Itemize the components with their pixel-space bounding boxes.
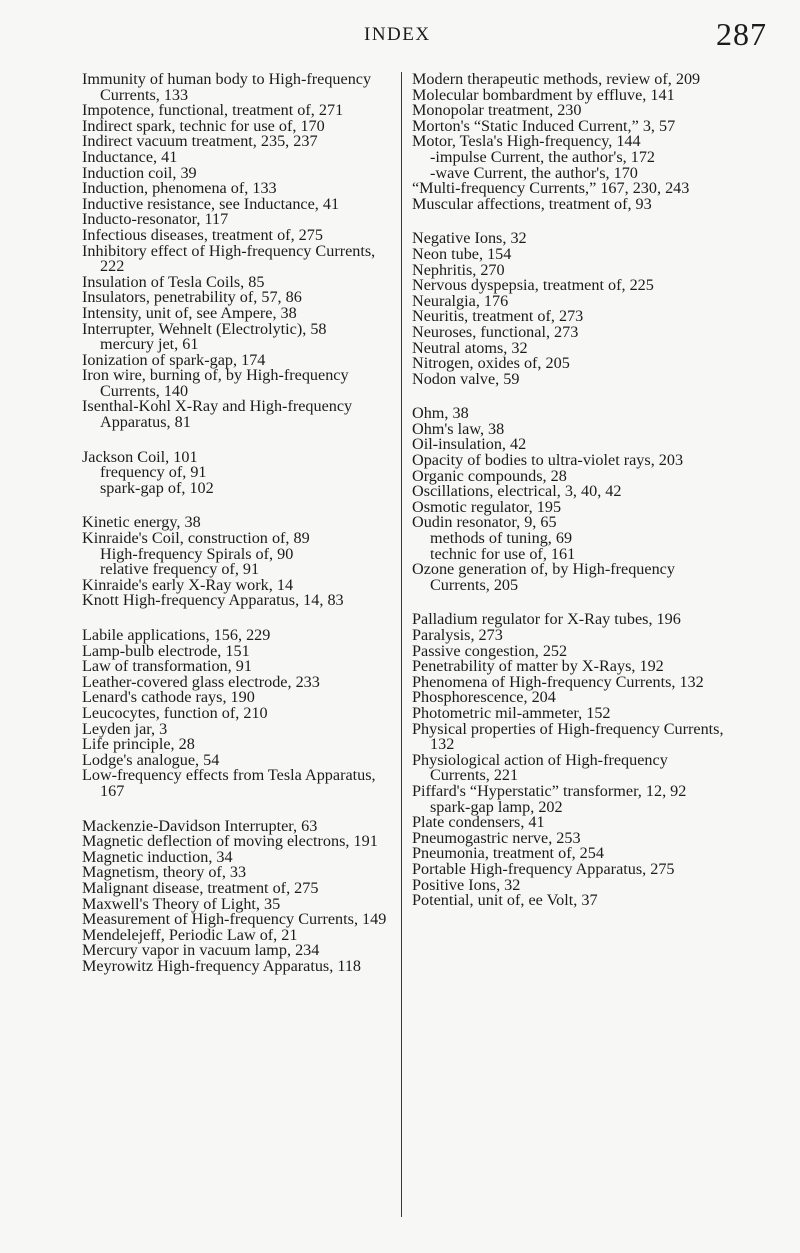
index-entry: Measurement of High-frequency Currents, 149 — [82, 910, 387, 929]
index-entry: Physiological action of High-frequency Currents, 221 — [412, 750, 668, 785]
index-entry: Low-frequency effects from Tesla Apparatus, 167 — [82, 766, 376, 800]
index-entry: Neuralgia, 176 — [412, 291, 509, 310]
index-entry: Law of transformation, 91 — [82, 657, 252, 676]
index-entry: Neutral atoms, 32 — [412, 338, 528, 357]
index-entry: Infectious diseases, treatment of, 275 — [82, 225, 323, 244]
index-entry: Physical properties of High-frequency Currents, 132 — [412, 719, 724, 754]
index-entry: Ohm, 38 — [412, 404, 469, 423]
index-entry: Monopolar treatment, 230 — [412, 101, 582, 120]
index-entry: Ohm's law, 38 — [412, 419, 505, 438]
index-entry: Nephritis, 270 — [412, 260, 505, 279]
index-entry: Magnetic deflection of moving electrons, 191 — [82, 832, 378, 851]
index-entry: Passive congestion, 252 — [412, 641, 568, 660]
index-entry: Indirect spark, technic for use of, 170 — [82, 116, 325, 135]
page-number: 287 — [716, 16, 767, 52]
index-letter-group — [82, 628, 396, 800]
index-letter-group — [412, 231, 726, 387]
index-entry: Maxwell's Theory of Light, 35 — [82, 894, 281, 913]
index-entry: Lamp-bulb electrode, 151 — [82, 641, 250, 660]
column-divider — [401, 72, 402, 1217]
index-entry: Potential, unit of, ee Volt, 37 — [412, 891, 598, 910]
index-entry: Inductance, 41 — [82, 147, 178, 166]
index-subentry: frequency of, 91 — [100, 463, 207, 482]
index-column-left — [82, 72, 396, 974]
index-entry: Palladium regulator for X-Ray tubes, 196 — [412, 610, 681, 629]
index-entry: Neuroses, functional, 273 — [412, 322, 579, 341]
index-entry: Pneumogastric nerve, 253 — [412, 828, 581, 847]
index-entry: Knott High-frequency Apparatus, 14, 83 — [82, 591, 344, 610]
index-column-right — [412, 72, 726, 909]
index-entry: Leather-covered glass electrode, 233 — [82, 672, 320, 691]
index-entry: Photometric mil-ammeter, 152 — [412, 703, 611, 722]
index-entry: Phosphorescence, 204 — [412, 688, 556, 707]
index-entry: Leyden jar, 3 — [82, 719, 168, 738]
index-entry: Inducto-resonator, 117 — [82, 210, 229, 229]
index-subentry: methods of tuning, 69 — [430, 529, 573, 548]
index-subentry: spark-gap lamp, 202 — [430, 797, 563, 816]
index-entry: Kinraide's Coil, construction of, 89 — [82, 529, 310, 548]
index-entry: Mackenzie-Davidson Interrupter, 63 — [82, 816, 318, 835]
index-letter-group — [82, 816, 396, 975]
index-entry: Nodon valve, 59 — [412, 369, 520, 388]
index-letter-group — [82, 515, 396, 609]
index-entry: Neon tube, 154 — [412, 244, 512, 263]
index-letter-group — [412, 406, 726, 593]
index-entry: Lenard's cathode rays, 190 — [82, 688, 255, 707]
index-letter-group — [82, 72, 396, 431]
index-entry: Motor, Tesla's High-frequency, 144 — [412, 132, 641, 151]
index-entry: Kinetic energy, 38 — [82, 513, 201, 532]
index-entry: Piffard's “Hyperstatic” transformer, 12, 92 — [412, 781, 687, 800]
index-entry: Negative Ions, 32 — [412, 229, 527, 248]
index-entry: Nitrogen, oxides of, 205 — [412, 354, 570, 373]
index-entry: Ozone generation of, by High-frequency Currents, 205 — [412, 560, 675, 594]
index-entry: Insulators, penetrability of, 57, 86 — [82, 288, 302, 307]
index-entry: Impotence, functional, treatment of, 271 — [82, 101, 344, 120]
index-entry: Induction coil, 39 — [82, 163, 197, 182]
index-entry: Meyrowitz High-frequency Apparatus, 118 — [82, 956, 362, 975]
index-entry: Isenthal-Kohl X-Ray and High-frequency Apparatus, 81 — [82, 397, 353, 432]
index-entry: Kinraide's early X-Ray work, 14 — [82, 575, 294, 594]
index-entry: Nervous dyspepsia, treatment of, 225 — [412, 276, 654, 295]
index-entry: Morton's “Static Induced Current,” 3, 57 — [412, 116, 676, 135]
index-subentry: -impulse Current, the author's, 172 — [430, 147, 656, 166]
index-entry: Magnetism, theory of, 33 — [82, 863, 247, 882]
index-entry: Phenomena of High-frequency Currents, 132 — [412, 672, 704, 691]
index-entry: Penetrability of matter by X-Rays, 192 — [412, 657, 664, 676]
index-entry: Oscillations, electrical, 3, 40, 42 — [412, 482, 622, 501]
index-entry: Immunity of human body to High-frequency Currents, 133 — [82, 70, 372, 104]
index-entry: Opacity of bodies to ultra-violet rays, 203 — [412, 451, 684, 470]
index-subentry: mercury jet, 61 — [100, 335, 199, 354]
index-subentry: High-frequency Spirals of, 90 — [100, 544, 294, 563]
index-entry: Inductive resistance, see Inductance, 41 — [82, 194, 340, 213]
index-entry: Induction, phenomena of, 133 — [82, 179, 277, 198]
index-entry: Molecular bombardment by effluve, 141 — [412, 85, 675, 104]
index-entry: Indirect vacuum treatment, 235, 237 — [82, 132, 318, 151]
index-entry: Insulation of Tesla Coils, 85 — [82, 272, 265, 291]
index-letter-group — [412, 72, 726, 212]
index-entry: Leucocytes, function of, 210 — [82, 703, 268, 722]
index-entry: Malignant disease, treatment of, 275 — [82, 878, 319, 897]
index-entry: Muscular affections, treatment of, 93 — [412, 194, 652, 213]
index-entry: Organic compounds, 28 — [412, 466, 567, 485]
index-entry: Iron wire, burning of, by High-frequency Currents, 140 — [82, 366, 349, 400]
index-entry: Ionization of spark-gap, 174 — [82, 350, 266, 369]
index-entry: Modern therapeutic methods, review of, 209 — [412, 70, 701, 88]
index-letter-group — [82, 447, 396, 497]
page-header-title: INDEX — [364, 24, 431, 45]
index-entry: Pneumonia, treatment of, 254 — [412, 844, 604, 863]
index-entry: Portable High-frequency Apparatus, 275 — [412, 859, 675, 878]
index-entry: Mercury vapor in vacuum lamp, 234 — [82, 941, 320, 960]
index-entry: Inhibitory effect of High-frequency Currents, 222 — [82, 241, 376, 276]
index-entry: Plate condensers, 41 — [412, 813, 545, 832]
index-entry: Life principle, 28 — [82, 735, 195, 754]
index-entry: Oil-insulation, 42 — [412, 435, 527, 454]
index-entry: Intensity, unit of, see Ampere, 38 — [82, 303, 297, 322]
index-entry: Jackson Coil, 101 — [82, 447, 198, 466]
index-entry: Positive Ions, 32 — [412, 875, 521, 894]
index-entry: Osmotic regulator, 195 — [412, 497, 562, 516]
index-entry: “Multi-frequency Currents,” 167, 230, 243 — [412, 179, 690, 198]
index-subentry: spark-gap of, 102 — [100, 478, 214, 497]
index-subentry: technic for use of, 161 — [430, 544, 576, 563]
index-entry: Interrupter, Wehnelt (Electrolytic), 58 — [82, 319, 327, 338]
index-entry: Oudin resonator, 9, 65 — [412, 513, 557, 532]
index-entry: Lodge's analogue, 54 — [82, 750, 220, 769]
index-letter-group — [412, 612, 726, 908]
index-entry: Paralysis, 273 — [412, 626, 503, 644]
index-entry: Magnetic induction, 34 — [82, 847, 233, 866]
index-subentry: relative frequency of, 91 — [100, 560, 260, 579]
index-entry: Neuritis, treatment of, 273 — [412, 307, 584, 326]
index-subentry: -wave Current, the author's, 170 — [430, 163, 638, 182]
running-head — [0, 14, 800, 54]
index-entry: Labile applications, 156, 229 — [82, 626, 271, 644]
index-entry: Mendelejeff, Periodic Law of, 21 — [82, 925, 298, 944]
